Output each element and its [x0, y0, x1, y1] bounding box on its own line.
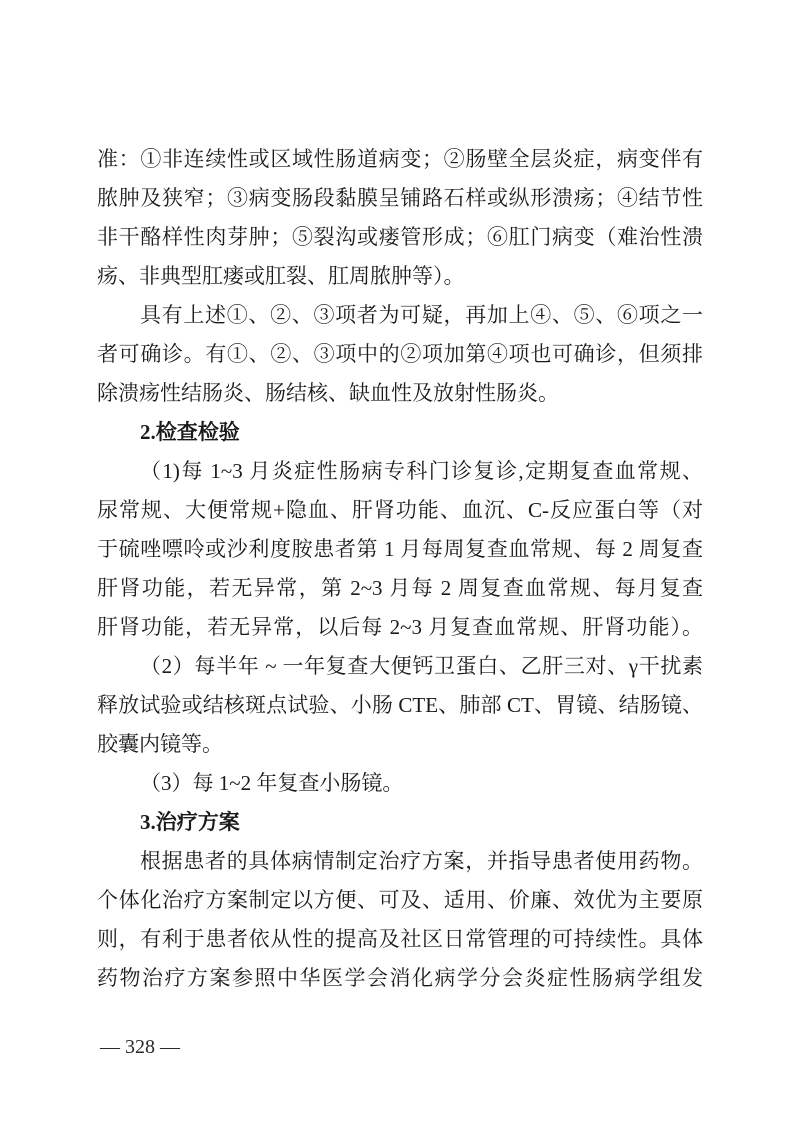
- text-line: 个体化治疗方案制定以方便、可及、适用、价廉、效优为主要原: [97, 888, 703, 912]
- text-line: 药物治疗方案参照中华医学会消化病学分会炎症性肠病学组发: [97, 966, 703, 990]
- text-line: （2）每半年 ~ 一年复查大便钙卫蛋白、乙肝三对、γ干扰素: [140, 654, 703, 678]
- text-line: 者可确诊。有①、②、③项中的②项加第④项也可确诊，但须排: [97, 342, 703, 366]
- text-line: 胶囊内镜等。: [97, 732, 223, 756]
- text-line: 于硫唑嘌呤或沙利度胺患者第 1 月每周复查血常规、每 2 周复查: [97, 537, 703, 561]
- page-number: — 328 —: [100, 1036, 180, 1058]
- page-body: [97, 140, 703, 998]
- text-line: 具有上述①、②、③项者为可疑，再加上④、⑤、⑥项之一: [140, 303, 703, 327]
- text-line: 疡、非典型肛瘘或肛裂、肛周脓肿等）。: [97, 264, 465, 288]
- text-line: 准：①非连续性或区域性肠道病变；②肠壁全层炎症，病变伴有: [97, 147, 703, 171]
- section-heading-inspection: 2.检查检验: [140, 420, 240, 444]
- text-line: （3）每 1~2 年复查小肠镜。: [140, 771, 404, 795]
- text-line: （1)每 1~3 月炎症性肠病专科门诊复诊,定期复查血常规、: [140, 459, 703, 483]
- section-heading-treatment: 3.治疗方案: [140, 810, 240, 834]
- text-line: 肝肾功能，若无异常，第 2~3 月每 2 周复查血常规、每月复查: [97, 576, 703, 600]
- text-line: 则，有利于患者依从性的提高及社区日常管理的可持续性。具体: [97, 927, 703, 951]
- text-line: 尿常规、大便常规+隐血、肝肾功能、血沉、C-反应蛋白等（对: [97, 498, 703, 522]
- text-line: 肝肾功能，若无异常，以后每 2~3 月复查血常规、肝肾功能）。: [97, 615, 703, 639]
- text-line: 释放试验或结核斑点试验、小肠 CTE、肺部 CT、胃镜、结肠镜、: [97, 693, 703, 717]
- text-line: 除溃疡性结肠炎、肠结核、缺血性及放射性肠炎。: [97, 381, 559, 405]
- text-line: 根据患者的具体病情制定治疗方案，并指导患者使用药物。: [140, 849, 703, 873]
- text-line: 非干酪样性肉芽肿；⑤裂沟或瘘管形成；⑥肛门病变（难治性溃: [97, 225, 703, 249]
- text-line: 脓肿及狭窄；③病变肠段黏膜呈铺路石样或纵形溃疡；④结节性: [97, 186, 703, 210]
